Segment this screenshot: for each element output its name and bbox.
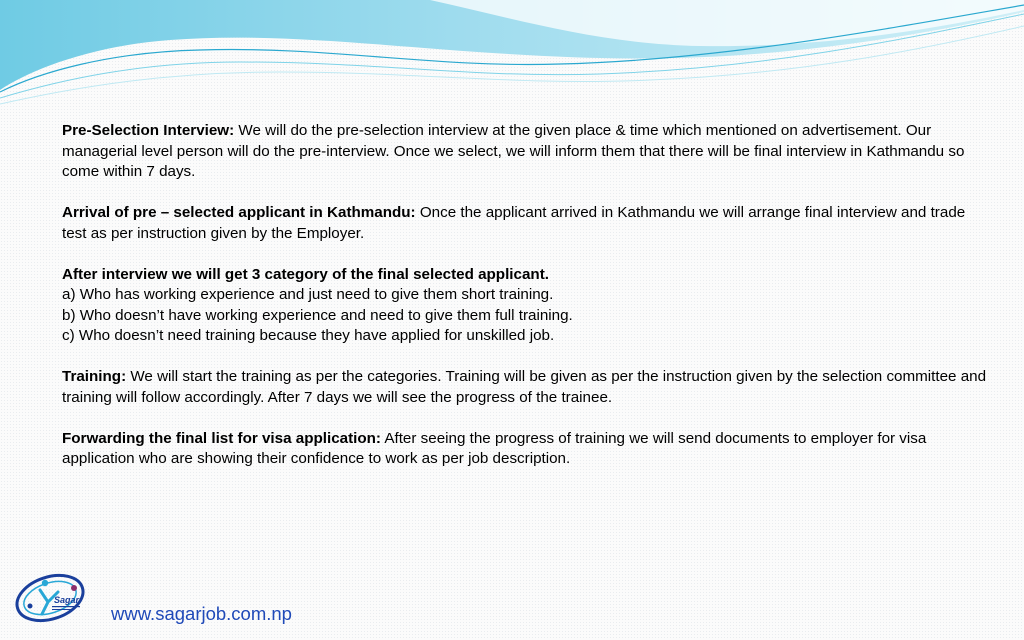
paragraph-arrival (62, 203, 987, 244)
header-wave-decoration (0, 0, 1024, 110)
website-link[interactable]: www.sagarjob.com.np (111, 603, 292, 624)
text-training: We will start the training as per the categories. Training will be given as per the instruction given by the selection committee and training will follow accordingly. After 7 days we will see the progress of the trainee. (62, 368, 987, 406)
category-item-b: b) Who doesn’t have working experience and need to give them full training. (62, 306, 573, 324)
paragraph-categories (62, 265, 987, 347)
text-forwarding: After seeing the progress of training we will send documents to employer for visa application who are showing their confidence to work as per job description. (62, 429, 927, 467)
sagar-logo (12, 568, 92, 628)
heading-arrival: Arrival of pre – selected applicant in Kathmandu: (62, 204, 416, 221)
paragraph-pre-selection (62, 121, 987, 183)
text-pre-selection: We will do the pre-selection interview at the given place & time which mentioned on advertisement. Our managerial level person will do the pre-interview. Once we select, we will inform them that there will be final interview in Kathmandu so come within 7 days. (62, 122, 965, 180)
paragraph-training (62, 367, 987, 408)
category-item-a: a) Who has working experience and just need to give them short training. (62, 286, 554, 303)
heading-categories: After interview we will get 3 category of the final selected applicant. (62, 265, 549, 283)
heading-training: Training: (62, 368, 127, 385)
text-arrival: Once the applicant arrived in Kathmandu we will arrange final interview and trade test as per instruction given by the Employer. (62, 204, 966, 242)
main-content (62, 121, 987, 490)
paragraph-forwarding (62, 429, 987, 470)
logo-text: Sagar (54, 595, 80, 605)
heading-pre-selection: Pre-Selection Interview: (62, 122, 235, 139)
category-item-c: c) Who doesn’t need training because they have applied for unskilled job. (62, 327, 555, 344)
heading-forwarding: Forwarding the final list for visa application: (62, 429, 381, 447)
